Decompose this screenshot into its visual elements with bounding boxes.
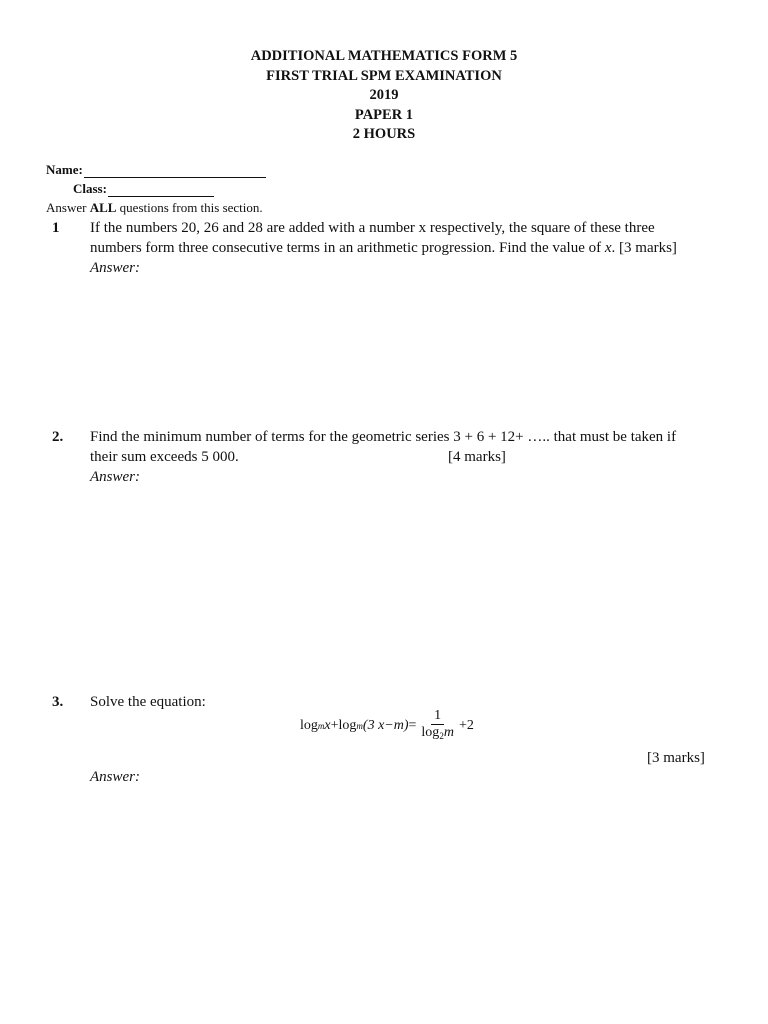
question-text: If the numbers 20, 26 and 28 are added with a number x respectively, the square of these three numbers form three consecutive terms in an arithmetic progression. Find the value of x. [3 marks] Answer:	[90, 218, 720, 278]
header-paper: PAPER 1	[354, 106, 414, 123]
log-equation: log m x + log m (3 x−m) = $\frac{1}{\log_2m}$ +2	[300, 708, 474, 744]
header-subject: ADDITIONAL MATHEMATICS FORM 5	[250, 48, 518, 64]
equation-fraction: $\frac{1}{\log_2m}$	[421, 708, 454, 741]
question-2	[52, 427, 712, 487]
name-blank[interactable]	[84, 165, 266, 178]
instruction-emphasis: ALL	[89, 200, 117, 215]
header-duration: 2 HOURS	[352, 126, 416, 142]
header-exam: FIRST TRIAL SPM EXAMINATION	[266, 67, 502, 84]
class-field	[73, 181, 214, 197]
answer-label: Answer:	[90, 260, 140, 276]
question-number: 1	[52, 220, 60, 236]
answer-label: Answer:	[90, 769, 140, 785]
question-number: 2.	[52, 429, 64, 445]
marks-label: [4 marks]	[448, 449, 506, 465]
question-text: Solve the equation:	[90, 694, 206, 710]
exam-header	[0, 47, 768, 145]
name-field	[46, 162, 266, 178]
class-label: Class:	[73, 181, 107, 196]
name-label: Name:	[46, 162, 83, 177]
question-text: Find the minimum number of terms for the geometric series 3 + 6 + 12+ ….. that must be taken if their sum exceeds 5 000. [4 marks] Answer:	[90, 427, 720, 487]
section-instruction: Answer ALL questions from this section.	[46, 200, 263, 215]
header-year: 2019	[369, 87, 399, 103]
answer-label: Answer:	[90, 469, 140, 485]
marks-label: [3 marks]	[647, 750, 705, 766]
question-number: 3.	[52, 694, 64, 710]
class-blank[interactable]	[108, 184, 214, 197]
question-1	[52, 218, 712, 278]
